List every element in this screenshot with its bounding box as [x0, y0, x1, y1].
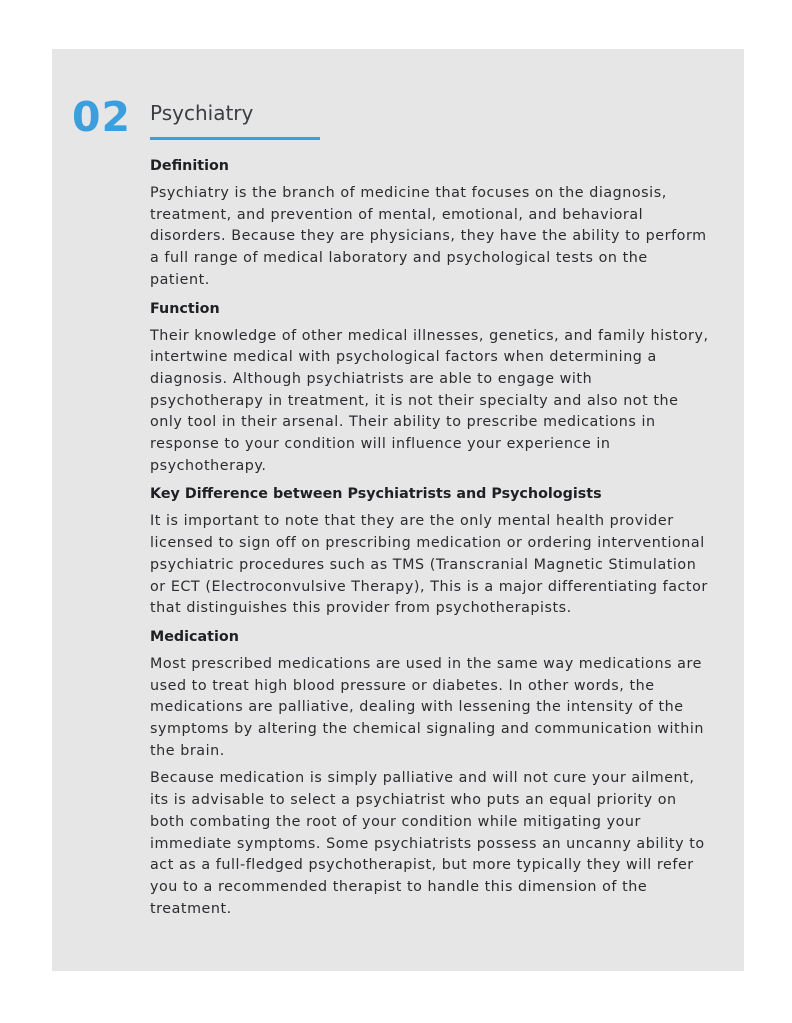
section-heading-function: Function	[150, 300, 220, 317]
medication-paragraph-2: Because medication is simply palliative and will not cure your ailment, its is advisable to select a psychiatrist who puts an equal priority on both combating the root of your condition while mitigating your immediate symptoms. Some psychiatrists possess an uncanny ability to act as a full-fledged psychotherapist, but more typically they will refer you to a recommended therapist to handle this dimension of the treatment.	[150, 770, 705, 917]
section-heading-definition: Definition	[150, 158, 229, 174]
medication-paragraph-1: Most prescribed medications are used in the same way medications are used to treat high blood pressure or diabetes. In other words, the medications are palliative, dealing with lessening the intensity of the symptoms by altering the chemical signaling and communication within the brain.	[150, 655, 704, 759]
article-body	[150, 155, 710, 926]
section-heading-medication: Medication	[150, 628, 239, 645]
title-underline	[150, 137, 320, 140]
chapter-number: 02	[72, 93, 132, 141]
chapter-title: Psychiatry	[150, 101, 254, 125]
key-difference-paragraph: It is important to note that they are the only mental health provider licensed to sign off on prescribing medication or ordering interventional psychiatric procedures such as TMS (Transcranial Magnetic Stimulation or ECT (Electroconvulsive Therapy), This is a major differentiating factor that distinguishes this provider from psychotherapists.	[150, 513, 708, 617]
content-panel	[52, 49, 744, 971]
function-paragraph: Their knowledge of other medical illnesses, genetics, and family history, intertwine medical with psychological factors when determining a diagnosis. Although psychiatrists are able to engage with psychotherapy in treatment, it is not their specialty and also not the only tool in their arsenal. Their ability to prescribe medications in response to your condition will influence your experience in psychotherapy.	[150, 327, 709, 474]
section-heading-key-difference: Key Difference between Psychiatrists and Psychologists	[150, 486, 602, 503]
definition-paragraph: Psychiatry is the branch of medicine that focuses on the diagnosis, treatment, and prevention of mental, emotional, and behavioral disorders. Because they are physicians, they have the ability to perform a full range of medical laboratory and psychological tests on the patient.	[150, 185, 707, 288]
